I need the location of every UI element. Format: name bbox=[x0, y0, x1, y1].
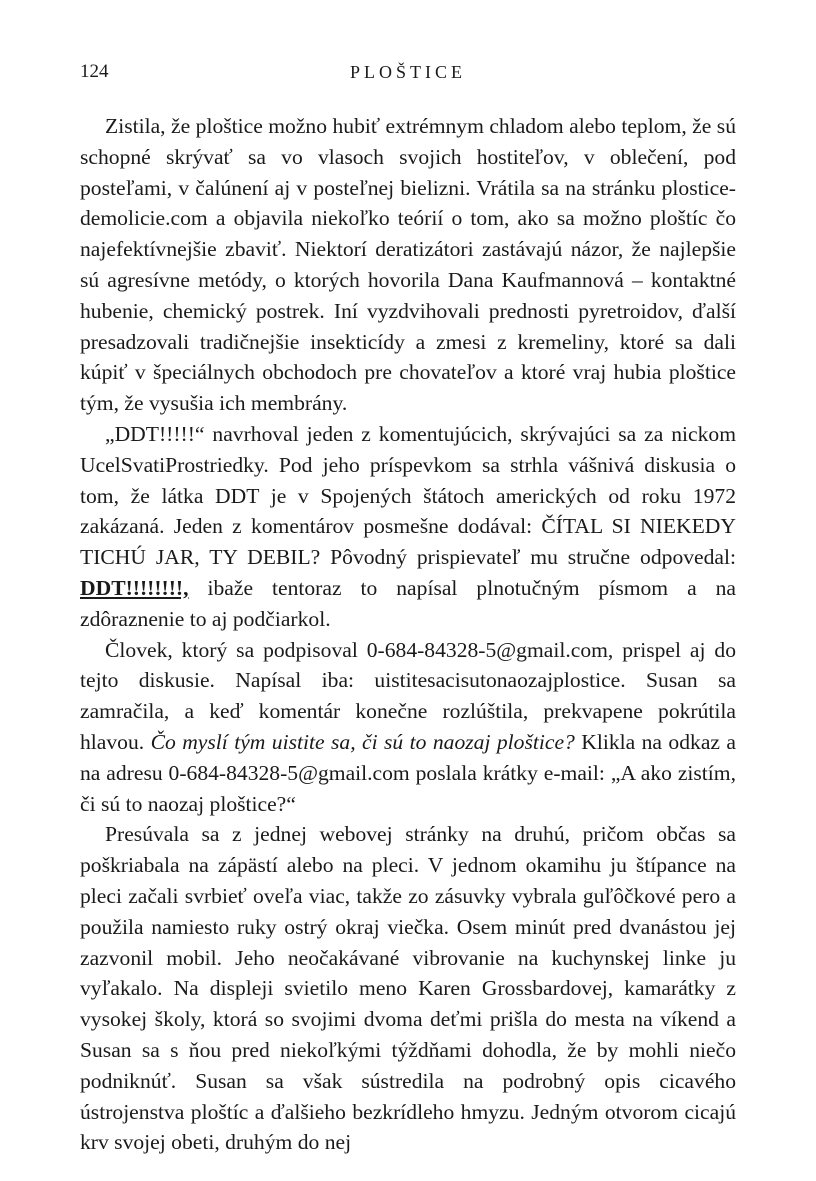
paragraph-3 bbox=[80, 635, 736, 820]
paragraph-1-text: Zistila, že ploštice možno hubiť extrémnym chladom alebo teplom, že sú schopné skrývať sa vo vlasoch svojich hostiteľov, v oblečení, pod posteľami, v čalúnení aj v posteľnej bielizni. Vrátila sa na stránku plostice-demolicie.com a objavila niekoľko teórií o tom, ako sa možno ploštíc čo najefektívnejšie zbaviť. Niektorí deratizátori zastávajú názor, že najlepšie sú agresívne metódy, o ktorých hovorila Dana Kaufmannová – kontaktné hubenie, chemický postrek. Iní vyzdvihovali prednosti pyretroidov, ďalší presadzovali tradičnejšie insekticídy a zmesi z kremeliny, ktoré sa dali kúpiť v špeciálnych obchodoch pre chovateľov a ktoré vraj hubia ploštice tým, že vysušia ich membrány. bbox=[80, 114, 736, 416]
paragraph-2 bbox=[80, 419, 736, 635]
running-head bbox=[80, 58, 736, 86]
paragraph-2-text-after: ibaže tentoraz to napísal plnotučným písmom a na zdôraznenie to aj podčiarkol. bbox=[80, 575, 736, 631]
body-text bbox=[80, 111, 736, 1158]
paragraph-4 bbox=[80, 819, 736, 1158]
paragraph-2-text-before: „DDT!!!!!“ navrhoval jeden z komentujúcich, skrývajúci sa za nickom UcelSvatiProstriedky. Pod jeho príspevkom sa strhla vášnivá diskusia o tom, že látka DDT je v Spojených štátoch amerických od roku 1972 zakázaná. Jeden z komentárov posmešne dodával: ČÍTAL SI NIEKEDY TICHÚ JAR, TY DEBIL? Pôvodný prispievateľ mu stručne odpovedal: bbox=[80, 421, 736, 570]
running-title: PLOŠTICE bbox=[349, 62, 466, 82]
italic-thought: Čo myslí tým uistite sa, či sú to naozaj ploštice? bbox=[150, 729, 575, 754]
paragraph-1 bbox=[80, 111, 736, 419]
paragraph-3-text-before: Človek, ktorý sa podpisoval 0-684-84328-5@gmail.com, prispel aj do tejto diskusie. Napísal iba: uistitesacisutonaozajplostice. Susan sa zamračila, a keď komentár konečne rozlúštila, prekvapene pokrútila hlavou. bbox=[80, 637, 736, 754]
paragraph-3-text-after: Klikla na odkaz a na adresu 0-684-84328-5@gmail.com poslala krátky e-mail: „A ako zistím, či sú to naozaj ploštice?“ bbox=[80, 729, 736, 816]
ddt-emphasis: DDT!!!!!!!!, bbox=[80, 575, 189, 600]
paragraph-4-text: Presúvala sa z jednej webovej stránky na druhú, pričom občas sa poškriabala na zápästí alebo na pleci. V jednom okamihu ju štípance na pleci začali svrbieť oveľa viac, takže zo zásuvky vybrala guľôčkové pero a použila namiesto ruky ostrý okraj viečka. Osem minút pred dvanástou jej zazvonil mobil. Jeho neočakávané vibrovanie na kuchynskej linke ju vyľakalo. Na displeji svietilo meno Karen Grossbardovej, kamarátky z vysokej školy, ktorá so svojimi dvoma deťmi prišla do mesta na víkend a Susan sa s ňou pred niekoľkými týždňami dohodla, že by mohli niečo podniknúť. Susan sa však sústredila na podrobný opis cicavého ústrojenstva ploštíc a ďalšieho bezkrídleho hmyzu. Jedným otvorom cicajú krv svojej obeti, druhým do nej bbox=[80, 822, 736, 1155]
page-number: 124 bbox=[80, 61, 109, 82]
